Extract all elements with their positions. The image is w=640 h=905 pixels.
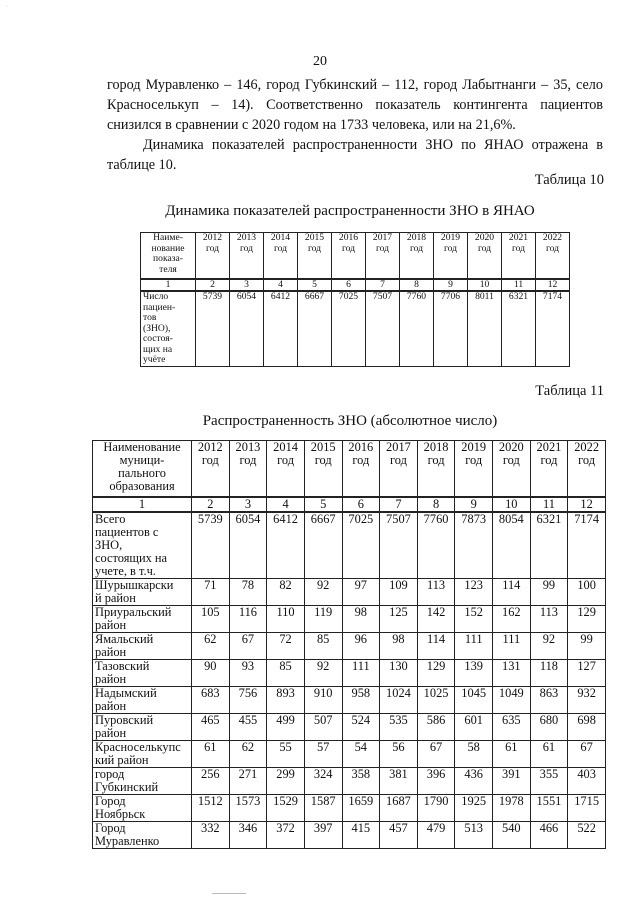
table11-year-2017: 2017 год: [380, 441, 418, 497]
table11-cell: 479: [417, 821, 455, 848]
table11-cell: 466: [530, 821, 568, 848]
table11-cell: 256: [192, 767, 230, 794]
table11-cell: 78: [229, 578, 267, 605]
table11-cell: 391: [493, 767, 531, 794]
table10-cell: 6054: [230, 291, 264, 366]
table11-cell: 1687: [380, 794, 418, 821]
table11-cell: 130: [380, 659, 418, 686]
table11-cell: 910: [304, 686, 342, 713]
table11-cell: 1790: [417, 794, 455, 821]
table11-cell: 1573: [229, 794, 267, 821]
table11-cell: 67: [568, 740, 606, 767]
table10-header-row: [141, 233, 570, 279]
table11-row-name: Тазовский район: [93, 659, 192, 686]
table11-cell: 105: [192, 605, 230, 632]
table11-cell: 5739: [192, 512, 230, 579]
table11-colnum: 1: [93, 497, 192, 512]
table11-row-name: город Губкинский: [93, 767, 192, 794]
table11-cell: 346: [229, 821, 267, 848]
table11-row-name: Всего пациентов с ЗНО, состоящих на учете, в т.ч.: [93, 512, 192, 579]
table11-row-name: Город Ноябрьск: [93, 794, 192, 821]
table10-header-name: Наиме- нование показа- теля: [141, 233, 196, 279]
table11-cell: 6667: [304, 512, 342, 579]
table10-cell: 6412: [264, 291, 298, 366]
table11-cell: 332: [192, 821, 230, 848]
table11-row-total: [93, 512, 606, 579]
table11-cell: 111: [342, 659, 380, 686]
table11-cell: 58: [455, 740, 493, 767]
table11-cell: 7025: [342, 512, 380, 579]
table11-year-2014: 2014 год: [267, 441, 305, 497]
table11-year-2018: 2018 год: [417, 441, 455, 497]
table11-row-name: Шурышкарски й район: [93, 578, 192, 605]
table10-colnum: 8: [400, 279, 434, 292]
table10-colnum: 10: [468, 279, 502, 292]
table11-cell: 932: [568, 686, 606, 713]
table11-cell: 139: [455, 659, 493, 686]
table11-cell: 92: [304, 578, 342, 605]
table11-cell: 72: [267, 632, 305, 659]
table11-cell: 1512: [192, 794, 230, 821]
table11-cell: 1925: [455, 794, 493, 821]
table11-cell: 683: [192, 686, 230, 713]
table11-cell: 499: [267, 713, 305, 740]
table11-row-name: Ямальский район: [93, 632, 192, 659]
table10-number-row: [141, 279, 570, 292]
table11-row-muravlenko: [93, 821, 606, 848]
table11-cell: 114: [493, 578, 531, 605]
table11-colnum: 11: [530, 497, 568, 512]
table11-year-2015: 2015 год: [304, 441, 342, 497]
table11-cell: 403: [568, 767, 606, 794]
table11-cell: 455: [229, 713, 267, 740]
table11-cell: 1024: [380, 686, 418, 713]
table11-cell: 114: [417, 632, 455, 659]
table10-year-2016: 2016 год: [332, 233, 366, 279]
table11-row-shuryshkarsky: [93, 578, 606, 605]
table11-cell: 98: [380, 632, 418, 659]
table11-cell: 129: [417, 659, 455, 686]
table11-cell: 61: [493, 740, 531, 767]
table11-cell: 67: [417, 740, 455, 767]
table11-cell: 6321: [530, 512, 568, 579]
table11-cell: 61: [192, 740, 230, 767]
table11-cell: 125: [380, 605, 418, 632]
table11-cell: 162: [493, 605, 531, 632]
table10-year-2020: 2020 год: [468, 233, 502, 279]
table11-cell: 698: [568, 713, 606, 740]
table11-cell: 1025: [417, 686, 455, 713]
table11-row-noyabrsk: [93, 794, 606, 821]
table11-cell: 513: [455, 821, 493, 848]
table10-year-2017: 2017 год: [366, 233, 400, 279]
table11-colnum: 8: [417, 497, 455, 512]
table11-colnum: 9: [455, 497, 493, 512]
table11-cell: 1659: [342, 794, 380, 821]
table11-year-2012: 2012 год: [192, 441, 230, 497]
table11-cell: 8054: [493, 512, 531, 579]
table11-cell: 524: [342, 713, 380, 740]
table11-cell: 6054: [229, 512, 267, 579]
table11-cell: 90: [192, 659, 230, 686]
table10-cell: 7174: [536, 291, 570, 366]
table11-cell: 1587: [304, 794, 342, 821]
table11-cell: 271: [229, 767, 267, 794]
table11-cell: 1529: [267, 794, 305, 821]
table11-cell: 540: [493, 821, 531, 848]
page-number: 20: [313, 54, 327, 69]
paragraph-1: город Муравленко – 146, город Губкинский – 112, город Лабытнанги – 35, село Красноселькуп – 14). Соответственно показатель контингента пациентов снизился в сравнении с 2020 годом на 1733 человека, или на 21,6%.: [107, 77, 603, 133]
table11-cell: 893: [267, 686, 305, 713]
table11-cell: 85: [267, 659, 305, 686]
table11-cell: 680: [530, 713, 568, 740]
table11-row-krasnoselkupsky: [93, 740, 606, 767]
table10-row-patients: [141, 291, 570, 366]
table11-row-name: Город Муравленко: [93, 821, 192, 848]
table11-cell: 93: [229, 659, 267, 686]
table10-cell: 7507: [366, 291, 400, 366]
table11-cell: 71: [192, 578, 230, 605]
table11-cell: 110: [267, 605, 305, 632]
table11-cell: 142: [417, 605, 455, 632]
table11-cell: 67: [229, 632, 267, 659]
table10-cell: 8011: [468, 291, 502, 366]
table10-cell: 7025: [332, 291, 366, 366]
table11-colnum: 7: [380, 497, 418, 512]
table11-row-name: Надымский район: [93, 686, 192, 713]
table11-cell: 111: [455, 632, 493, 659]
table11-cell: 92: [304, 659, 342, 686]
table10-colnum: 4: [264, 279, 298, 292]
table11-title: Распространенность ЗНО (абсолютное число): [202, 413, 498, 429]
table11-cell: 113: [530, 605, 568, 632]
table11-cell: 100: [568, 578, 606, 605]
table11-cell: 111: [493, 632, 531, 659]
table11-colnum: 6: [342, 497, 380, 512]
table10-title: Динамика показателей распространенности ЗНО в ЯНАО: [165, 203, 535, 219]
table11-cell: 586: [417, 713, 455, 740]
body-text: [107, 75, 603, 175]
table10-colnum: 11: [502, 279, 536, 292]
table10-year-2018: 2018 год: [400, 233, 434, 279]
table11-cell: 6412: [267, 512, 305, 579]
table11-colnum: 5: [304, 497, 342, 512]
table11-cell: 355: [530, 767, 568, 794]
table10-cell: 5739: [196, 291, 230, 366]
table10-colnum: 6: [332, 279, 366, 292]
table11-cell: 465: [192, 713, 230, 740]
table11-year-2016: 2016 год: [342, 441, 380, 497]
table11-cell: 56: [380, 740, 418, 767]
table11-cell: 535: [380, 713, 418, 740]
table11-cell: 635: [493, 713, 531, 740]
table11-cell: 1045: [455, 686, 493, 713]
table10-colnum: 1: [141, 279, 196, 292]
table11-cell: 397: [304, 821, 342, 848]
table11-cell: 756: [229, 686, 267, 713]
table11-cell: 152: [455, 605, 493, 632]
table11-cell: 863: [530, 686, 568, 713]
table10-colnum: 5: [298, 279, 332, 292]
table11-header-name: Наименование муници- пального образования: [93, 441, 192, 497]
page-corner-mark: ·: [6, 4, 8, 10]
table11-year-2013: 2013 год: [229, 441, 267, 497]
table11-row-tazovsky: [93, 659, 606, 686]
table11-row-name: Красноселькупс кий район: [93, 740, 192, 767]
table11-cell: 396: [417, 767, 455, 794]
table11-cell: 118: [530, 659, 568, 686]
table11-cell: 116: [229, 605, 267, 632]
table11-cell: 1049: [493, 686, 531, 713]
table11-label: Таблица 11: [535, 383, 604, 399]
table11-cell: 82: [267, 578, 305, 605]
table11-cell: 7760: [417, 512, 455, 579]
table10-colnum: 7: [366, 279, 400, 292]
table11-cell: 55: [267, 740, 305, 767]
table11-cell: 507: [304, 713, 342, 740]
table10-colnum: 9: [434, 279, 468, 292]
table11-cell: 7174: [568, 512, 606, 579]
table11-cell: 522: [568, 821, 606, 848]
table11-colnum: 12: [568, 497, 606, 512]
table10-cell: 6667: [298, 291, 332, 366]
table11-number-row: [93, 497, 606, 512]
table11-cell: 381: [380, 767, 418, 794]
table11-year-2022: 2022 год: [568, 441, 606, 497]
table11-cell: 358: [342, 767, 380, 794]
table10-colnum: 2: [196, 279, 230, 292]
table11-cell: 7507: [380, 512, 418, 579]
table10-cell: 7706: [434, 291, 468, 366]
table10-year-2019: 2019 год: [434, 233, 468, 279]
table11-header-row: [93, 441, 606, 497]
table11-cell: 96: [342, 632, 380, 659]
table10-year-2013: 2013 год: [230, 233, 264, 279]
paragraph-2: Динамика показателей распространенности ЗНО по ЯНАО отражена в таблице 10.: [107, 137, 603, 173]
table11-cell: 299: [267, 767, 305, 794]
table11-row-name: Пуровский район: [93, 713, 192, 740]
table10-year-2015: 2015 год: [298, 233, 332, 279]
table11-colnum: 3: [229, 497, 267, 512]
table10-year-2014: 2014 год: [264, 233, 298, 279]
table11-cell: 54: [342, 740, 380, 767]
table11-cell: 57: [304, 740, 342, 767]
table10-year-2021: 2021 год: [502, 233, 536, 279]
table10: [140, 232, 570, 367]
table11-cell: 123: [455, 578, 493, 605]
table11: [92, 440, 606, 849]
table10-cell: 6321: [502, 291, 536, 366]
table11-cell: 1551: [530, 794, 568, 821]
table11-cell: 99: [568, 632, 606, 659]
table11-cell: 131: [493, 659, 531, 686]
table11-cell: 109: [380, 578, 418, 605]
table10-colnum: 3: [230, 279, 264, 292]
table11-cell: 92: [530, 632, 568, 659]
table11-cell: 113: [417, 578, 455, 605]
table11-cell: 436: [455, 767, 493, 794]
table10-year-2012: 2012 год: [196, 233, 230, 279]
table11-row-priuralsky: [93, 605, 606, 632]
table11-cell: 127: [568, 659, 606, 686]
table11-cell: 62: [229, 740, 267, 767]
table11-cell: 457: [380, 821, 418, 848]
table11-cell: 97: [342, 578, 380, 605]
table11-row-purovsky: [93, 713, 606, 740]
table10-colnum: 12: [536, 279, 570, 292]
table11-cell: 129: [568, 605, 606, 632]
table11-cell: 958: [342, 686, 380, 713]
table11-cell: 1715: [568, 794, 606, 821]
table11-row-yamalsky: [93, 632, 606, 659]
table11-cell: 119: [304, 605, 342, 632]
table11-cell: 99: [530, 578, 568, 605]
page-bottom-mark: [212, 893, 246, 894]
table11-cell: 98: [342, 605, 380, 632]
table11-year-2019: 2019 год: [455, 441, 493, 497]
table11-colnum: 2: [192, 497, 230, 512]
table11-cell: 1978: [493, 794, 531, 821]
table11-cell: 85: [304, 632, 342, 659]
table11-colnum: 4: [267, 497, 305, 512]
table11-colnum: 10: [493, 497, 531, 512]
table10-cell: 7760: [400, 291, 434, 366]
table11-row-gubkinsky: [93, 767, 606, 794]
table11-cell: 601: [455, 713, 493, 740]
table11-cell: 62: [192, 632, 230, 659]
table11-year-2020: 2020 год: [493, 441, 531, 497]
table11-row-name: Приуральский район: [93, 605, 192, 632]
table11-row-nadymsky: [93, 686, 606, 713]
table11-cell: 61: [530, 740, 568, 767]
table11-cell: 324: [304, 767, 342, 794]
table10-year-2022: 2022 год: [536, 233, 570, 279]
table11-cell: 372: [267, 821, 305, 848]
table11-year-2021: 2021 год: [530, 441, 568, 497]
table10-row-name: Число пациен- тов (ЗНО), состоя- щих на учёте: [141, 291, 196, 366]
table11-cell: 415: [342, 821, 380, 848]
table11-cell: 7873: [455, 512, 493, 579]
table10-label: Таблица 10: [534, 172, 604, 188]
